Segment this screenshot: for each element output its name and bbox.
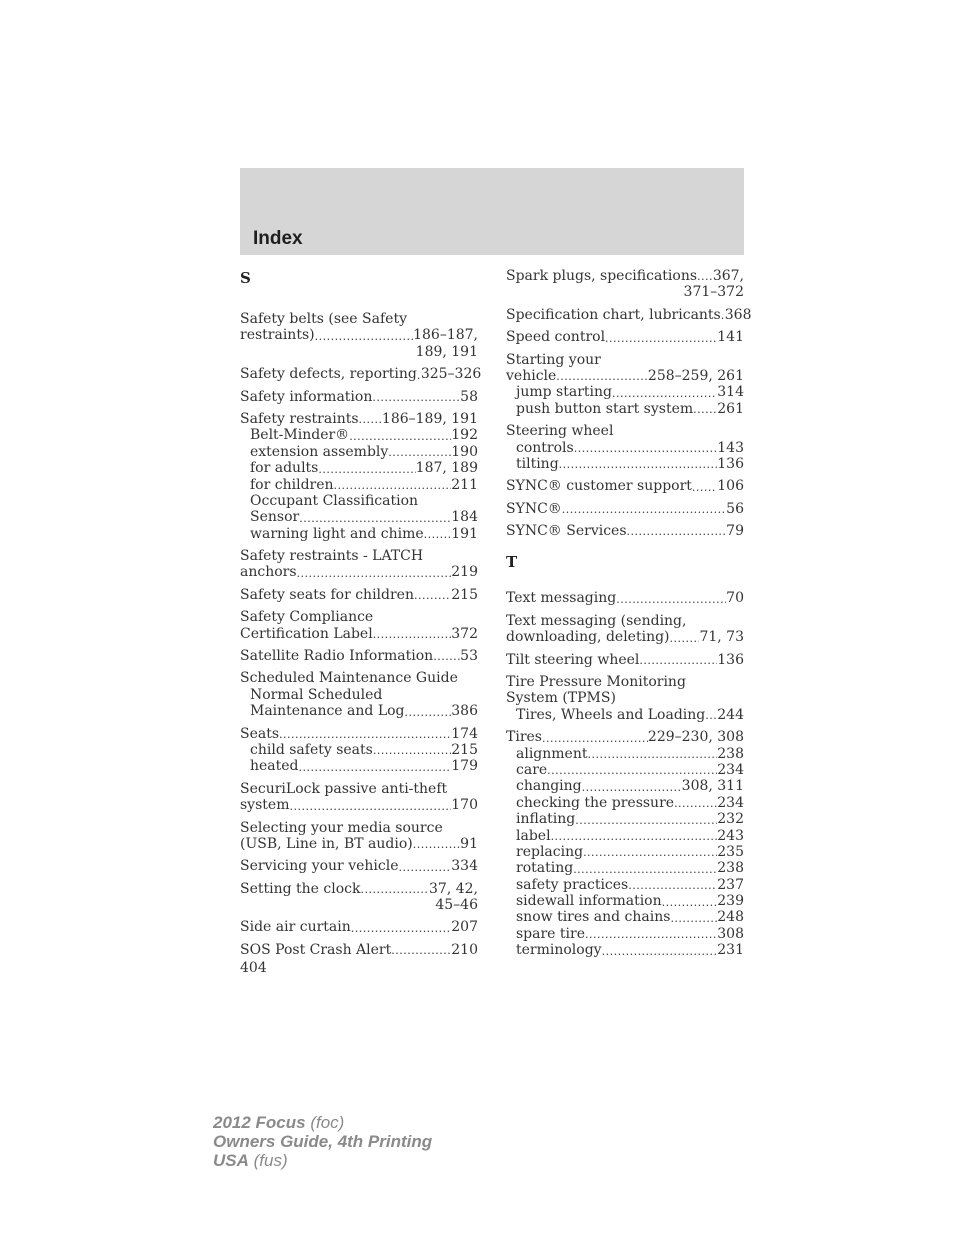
- entry-text: push button start system: [516, 400, 694, 417]
- index-subentry-line: [506, 828, 744, 844]
- footer-bold: 2012 Focus: [213, 1113, 306, 1132]
- page-reference: 71, 73: [699, 629, 744, 646]
- page-reference: 372: [451, 625, 478, 642]
- entry-text: Setting the clock: [240, 880, 361, 897]
- index-entry: [240, 881, 478, 914]
- footer-line: [213, 1113, 432, 1132]
- entry-text: Text messaging: [506, 590, 617, 607]
- index-entry: [506, 423, 744, 472]
- page-number: 404: [240, 960, 267, 976]
- index-column-right: [506, 267, 752, 965]
- dot-leader: [559, 458, 718, 472]
- entry-text: heated: [250, 758, 299, 775]
- entry-text: Text messaging (sending,: [506, 612, 687, 629]
- index-subentry-line: [506, 926, 744, 942]
- index-entry-line: [240, 311, 478, 327]
- entry-text: spare tire: [516, 925, 586, 942]
- entry-text: safety practices: [516, 876, 629, 893]
- page-reference: 325–326: [420, 366, 482, 383]
- page-reference: 106: [717, 478, 744, 495]
- index-subentry-line: [506, 795, 744, 811]
- index-entry-line: [240, 881, 478, 897]
- page-reference: 238: [717, 860, 744, 877]
- page-reference: 37, 42,: [429, 880, 478, 897]
- dot-leader: [587, 748, 717, 762]
- dot-leader: [575, 814, 717, 828]
- dot-leader: [413, 838, 460, 852]
- page-reference: 141: [717, 329, 744, 346]
- footer-light: (fus): [248, 1151, 288, 1170]
- page-reference: 314: [717, 384, 744, 401]
- entry-text: Safety Compliance: [240, 609, 374, 626]
- dot-leader: [388, 446, 451, 460]
- entry-text: snow tires and chains: [516, 909, 671, 926]
- entry-text: checking the pressure: [516, 794, 675, 811]
- page-reference: 243: [717, 827, 744, 844]
- index-entry-line: [240, 820, 478, 836]
- page-reference: 143: [717, 439, 744, 456]
- index-entry-line: [240, 626, 478, 642]
- index-entry: [240, 311, 478, 360]
- index-entry: [506, 674, 744, 723]
- entry-text: inflating: [516, 811, 576, 828]
- dot-leader: [639, 654, 717, 668]
- page-reference: 186–189, 191: [381, 410, 478, 427]
- index-entry-line: [240, 366, 482, 383]
- entry-text: for children: [250, 476, 334, 493]
- dot-leader: [351, 922, 452, 936]
- dot-leader: [289, 800, 451, 814]
- entry-text: Servicing your vehicle: [240, 858, 399, 875]
- entry-text: extension assembly: [250, 443, 389, 460]
- index-entry: [506, 590, 744, 606]
- entry-text: system: [240, 797, 290, 814]
- page-reference: 174: [451, 725, 478, 742]
- entry-text: vehicle: [506, 367, 557, 384]
- entry-text: terminology: [516, 942, 602, 959]
- index-entry-line: [506, 268, 744, 284]
- entry-text: Side air curtain: [240, 919, 351, 936]
- dot-leader: [547, 764, 717, 778]
- dot-leader: [662, 896, 718, 910]
- dot-leader: [582, 781, 682, 795]
- page-reference: 244: [717, 706, 744, 723]
- section-letter: S: [240, 269, 251, 287]
- entry-text: System (TPMS): [506, 690, 616, 707]
- dot-leader: [602, 945, 718, 959]
- index-entry-line: [240, 920, 478, 936]
- index-entry: [240, 548, 478, 581]
- dot-leader: [373, 628, 452, 642]
- index-entry: [240, 942, 478, 958]
- index-entry-line: [240, 548, 478, 564]
- page-reference: 207: [451, 919, 478, 936]
- entry-text: restraints): [240, 327, 315, 344]
- index-header-band: [240, 168, 744, 255]
- page-reference: 219: [451, 564, 478, 581]
- page-reference: 211: [451, 476, 478, 493]
- index-entry: [506, 613, 744, 646]
- index-entry-line: [240, 648, 478, 664]
- entry-text: controls: [516, 439, 574, 456]
- index-entry: [240, 389, 478, 405]
- entry-text: Speed control: [506, 329, 606, 346]
- index-subentry-line: [506, 762, 744, 778]
- entry-text: Tires: [506, 729, 542, 746]
- index-entry-line: [240, 587, 478, 603]
- page-reference: 231: [717, 942, 744, 959]
- index-entry-line: [240, 858, 478, 874]
- dot-leader: [297, 567, 452, 581]
- dot-leader: [279, 728, 451, 742]
- entry-text: Safety restraints - LATCH: [240, 548, 424, 565]
- index-entry-line: [240, 344, 478, 360]
- dot-leader: [628, 879, 717, 893]
- entry-text: SYNC®: [506, 500, 562, 517]
- dot-leader: [616, 593, 726, 607]
- dot-leader: [692, 481, 717, 495]
- entry-text: Maintenance and Log: [250, 703, 405, 720]
- index-subentry-line: [506, 877, 744, 893]
- index-entry: [506, 306, 752, 323]
- index-entry: [240, 858, 478, 874]
- section-letter: T: [506, 553, 518, 572]
- index-subentry-line: [240, 526, 478, 542]
- entry-text: Scheduled Maintenance Guide: [240, 670, 458, 687]
- index-subentry-line: [506, 844, 744, 860]
- index-entry: [240, 366, 482, 383]
- index-entry-line: [506, 368, 744, 384]
- index-subentry-line: [240, 687, 478, 703]
- index-entry-line: [506, 352, 744, 368]
- page-reference: 234: [717, 761, 744, 778]
- index-entry-line: [240, 670, 478, 686]
- page-reference: 56: [726, 500, 744, 517]
- footer-bold: Owners Guide, 4th Printing: [213, 1132, 433, 1151]
- dot-leader: [334, 479, 452, 493]
- footer-line: [213, 1151, 432, 1170]
- index-subentry-line: [240, 444, 478, 460]
- page-reference: 136: [717, 651, 744, 668]
- dot-leader: [573, 863, 717, 877]
- footer-light: (foc): [305, 1113, 345, 1132]
- index-entry: [240, 411, 478, 542]
- index-entry: [240, 920, 478, 936]
- index-subentry-line: [506, 440, 744, 456]
- index-subentry-line: [506, 942, 744, 958]
- entry-text: Specification chart, lubricants: [506, 306, 721, 323]
- page-reference: 70: [726, 590, 744, 607]
- page-reference: 368: [724, 306, 752, 323]
- dot-leader: [556, 370, 648, 384]
- index-entry-line: [240, 564, 478, 580]
- index-entry-line: [240, 389, 478, 405]
- dot-leader: [674, 797, 717, 811]
- entry-text: Occupant Classification: [250, 492, 419, 509]
- index-entry: [506, 501, 744, 517]
- dot-leader: [585, 928, 717, 942]
- page-reference: 371–372: [683, 284, 744, 301]
- index-entry-line: [506, 423, 744, 439]
- dot-leader: [583, 846, 717, 860]
- page-reference: 367,: [712, 267, 744, 284]
- dot-leader: [542, 732, 648, 746]
- page-reference: 191: [451, 525, 478, 542]
- entry-text: Steering wheel: [506, 423, 614, 440]
- index-subentry-line: [240, 493, 478, 509]
- page-reference: 210: [451, 941, 478, 958]
- entry-text: Tire Pressure Monitoring: [506, 674, 686, 691]
- dot-leader: [299, 761, 452, 775]
- index-entry-line: [506, 729, 744, 745]
- page-reference: 189, 191: [415, 343, 478, 360]
- footer-bold: USA: [213, 1151, 249, 1170]
- index-subentry-line: [240, 509, 478, 525]
- index-entry-line: [506, 613, 744, 629]
- index-subentry-line: [506, 893, 744, 909]
- index-entry-line: [240, 897, 478, 913]
- dot-leader: [605, 332, 717, 346]
- index-entry-line: [240, 781, 478, 797]
- index-entry: [240, 781, 478, 814]
- entry-text: warning light and chime: [250, 525, 424, 542]
- dot-leader: [360, 883, 429, 897]
- entry-text: Satellite Radio Information: [240, 648, 434, 665]
- entry-text: replacing: [516, 843, 584, 860]
- index-entry-line: [240, 726, 478, 742]
- entry-text: jump starting: [516, 384, 612, 401]
- index-entry: [240, 820, 478, 853]
- index-entry: [506, 652, 744, 668]
- entry-text: Tilt steering wheel: [506, 651, 640, 668]
- page-reference: 235: [717, 843, 744, 860]
- index-entry: [240, 587, 478, 603]
- entry-text: SecuriLock passive anti-theft: [240, 780, 448, 797]
- index-entry-line: [506, 501, 744, 517]
- index-entry-line: [506, 478, 744, 494]
- page-reference: 232: [717, 811, 744, 828]
- index-entry: [506, 729, 744, 958]
- index-entry: [240, 670, 478, 719]
- footer: [213, 1113, 432, 1170]
- index-entry: [506, 268, 744, 301]
- dot-leader: [372, 391, 460, 405]
- entry-text: child safety seats: [250, 741, 373, 758]
- page-reference: 229–230, 308: [647, 729, 744, 746]
- page-reference: 91: [460, 835, 478, 852]
- index-subentry-line: [240, 460, 478, 476]
- index-entry: [506, 478, 744, 494]
- entry-text: for adults: [250, 460, 319, 477]
- page-reference: 237: [717, 876, 744, 893]
- entry-text: Certification Label: [240, 625, 373, 642]
- index-subentry-line: [506, 811, 744, 827]
- entry-text: downloading, deleting): [506, 629, 670, 646]
- page-title: Index: [253, 228, 303, 249]
- index-subentry-line: [506, 401, 744, 417]
- index-entry: [506, 329, 744, 345]
- index-entry: [506, 352, 744, 418]
- entry-text: Spark plugs, specifications: [506, 267, 698, 284]
- page-reference: 136: [717, 455, 744, 472]
- index-subentry-line: [240, 703, 478, 719]
- index-subentry-line: [506, 707, 744, 723]
- entry-text: alignment: [516, 745, 588, 762]
- entry-text: (USB, Line in, BT audio): [240, 835, 413, 852]
- page-reference: 192: [451, 427, 478, 444]
- index-entry-line: [506, 306, 752, 323]
- dot-leader: [627, 525, 727, 539]
- page-reference: 187, 189: [415, 460, 478, 477]
- index-subentry-line: [506, 778, 744, 794]
- index-entry-line: [506, 690, 744, 706]
- dot-leader: [562, 503, 726, 517]
- dot-leader: [405, 706, 452, 720]
- index-entry-line: [240, 327, 478, 343]
- entry-text: Tires, Wheels and Loading: [516, 706, 706, 723]
- entry-text: Seats: [240, 725, 280, 742]
- dot-leader: [359, 413, 382, 427]
- dot-leader: [551, 830, 718, 844]
- entry-text: rotating: [516, 860, 574, 877]
- page-reference: 79: [726, 523, 744, 540]
- entry-text: sidewall information: [516, 893, 662, 910]
- entry-text: anchors: [240, 564, 297, 581]
- dot-leader: [299, 512, 451, 526]
- entry-text: Safety defects, reporting: [240, 366, 417, 383]
- page-reference: 215: [451, 586, 478, 603]
- index-entry: [240, 609, 478, 642]
- index-subentry-line: [506, 456, 744, 472]
- index-column-left: [240, 268, 482, 964]
- index-entry-line: [240, 836, 478, 852]
- page-reference: 248: [717, 909, 744, 926]
- index-subentry-line: [506, 746, 744, 762]
- footer-line: [213, 1132, 432, 1151]
- dot-leader: [373, 744, 451, 758]
- page-reference: 308, 311: [681, 778, 744, 795]
- index-entry-line: [240, 797, 478, 813]
- page-reference: 53: [460, 648, 478, 665]
- page-reference: 334: [451, 858, 478, 875]
- index-subentry-line: [240, 427, 478, 443]
- index-subentry-line: [506, 910, 744, 926]
- index-subentry-line: [240, 758, 478, 774]
- page-reference: 58: [460, 388, 478, 405]
- dot-leader: [414, 589, 451, 603]
- index-entry-line: [506, 674, 744, 690]
- page-reference: 215: [451, 741, 478, 758]
- index-entry-line: [506, 284, 744, 300]
- page-reference: 190: [451, 443, 478, 460]
- index-entry: [506, 523, 744, 539]
- dot-leader: [670, 632, 700, 646]
- dot-leader: [433, 650, 460, 664]
- entry-text: Safety belts (see Safety: [240, 310, 407, 327]
- index-entry-line: [240, 609, 478, 625]
- dot-leader: [391, 944, 451, 958]
- dot-leader: [574, 442, 718, 456]
- dot-leader: [424, 528, 452, 542]
- entry-text: SYNC® customer support: [506, 478, 692, 495]
- dot-leader: [349, 430, 451, 444]
- dot-leader: [612, 387, 717, 401]
- entry-text: Selecting your media source: [240, 819, 443, 836]
- index-entry: [240, 648, 478, 664]
- page-reference: 308: [717, 925, 744, 942]
- index-subentry-line: [506, 860, 744, 876]
- dot-leader: [693, 403, 717, 417]
- dot-leader: [697, 270, 713, 284]
- entry-text: label: [516, 827, 551, 844]
- page-reference: 186–187,: [413, 327, 478, 344]
- index-subentry-line: [506, 384, 744, 400]
- page-reference: 179: [451, 758, 478, 775]
- page-reference: 170: [451, 797, 478, 814]
- entry-text: SYNC® Services: [506, 523, 627, 540]
- page-reference: 239: [717, 893, 744, 910]
- dot-leader: [399, 861, 452, 875]
- index-entry-line: [506, 523, 744, 539]
- dot-leader: [318, 463, 415, 477]
- index-entry-line: [506, 652, 744, 668]
- index-entry-line: [240, 411, 478, 427]
- entry-text: Starting your: [506, 351, 601, 368]
- index-entry-line: [506, 629, 744, 645]
- page-reference: 238: [717, 745, 744, 762]
- dot-leader: [670, 912, 717, 926]
- index-entry: [240, 726, 478, 775]
- page-reference: 386: [451, 703, 478, 720]
- entry-text: SOS Post Crash Alert: [240, 941, 392, 958]
- index-entry-line: [240, 942, 478, 958]
- entry-text: changing: [516, 778, 582, 795]
- entry-text: Safety information: [240, 388, 373, 405]
- entry-text: tilting: [516, 455, 559, 472]
- entry-text: Belt-Minder®: [250, 427, 350, 444]
- index-subentry-line: [240, 742, 478, 758]
- dot-leader: [315, 330, 414, 344]
- entry-text: Safety seats for children: [240, 586, 414, 603]
- dot-leader: [705, 709, 717, 723]
- page-reference: 45–46: [435, 897, 478, 914]
- entry-text: Safety restraints: [240, 410, 359, 427]
- index-subentry-line: [240, 477, 478, 493]
- entry-text: Sensor: [250, 509, 300, 526]
- page-reference: 261: [717, 400, 744, 417]
- page-reference: 234: [717, 794, 744, 811]
- page-reference: 184: [451, 509, 478, 526]
- entry-text: care: [516, 761, 548, 778]
- index-entry-line: [506, 329, 744, 345]
- entry-text: Normal Scheduled: [250, 686, 383, 703]
- page-reference: 258–259, 261: [647, 367, 744, 384]
- index-entry-line: [506, 590, 744, 606]
